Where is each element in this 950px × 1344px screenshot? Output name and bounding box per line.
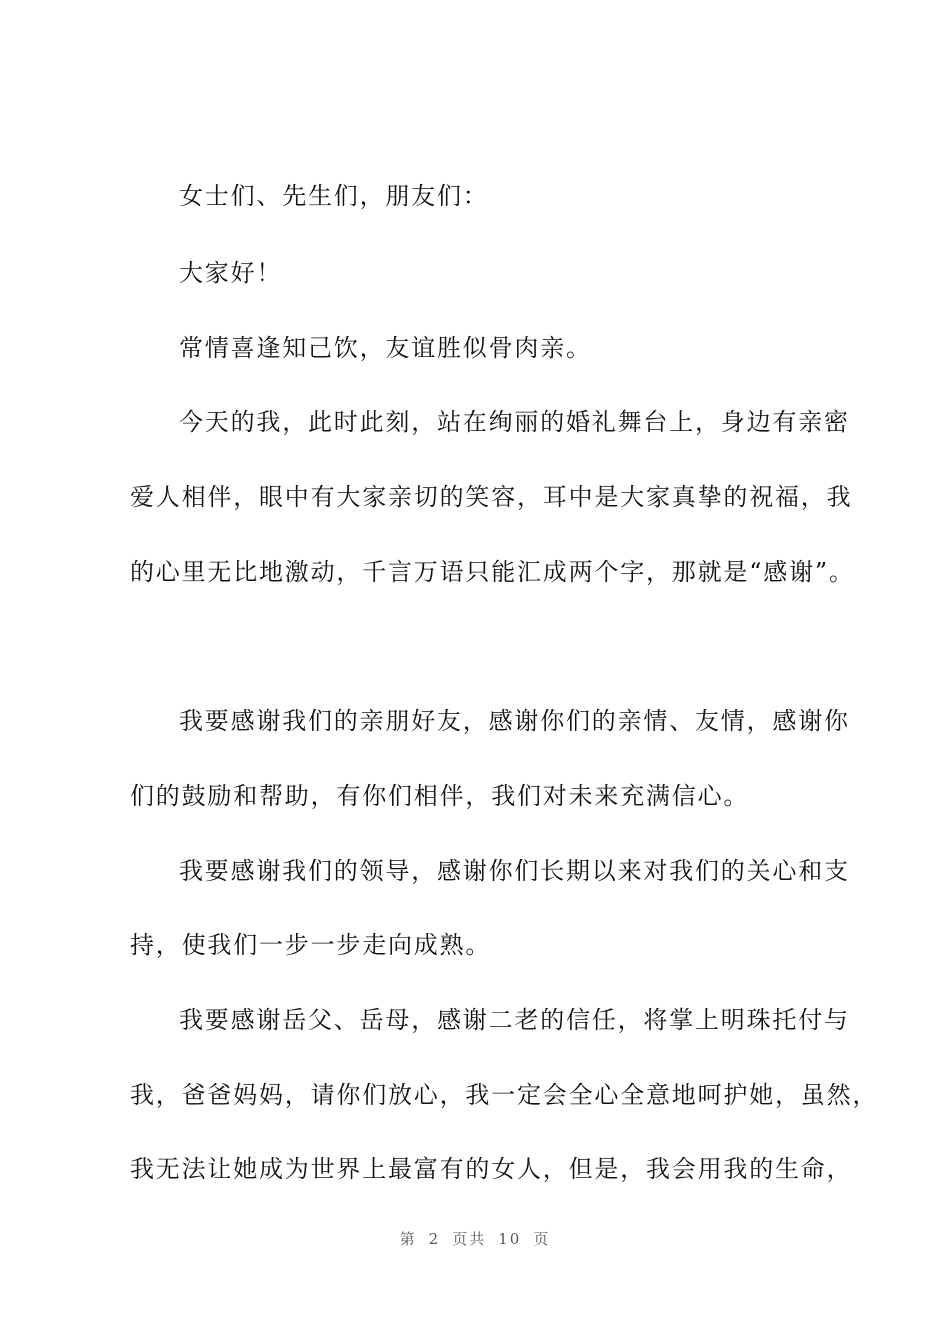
salutation-line: 女士们、先生们，朋友们： — [179, 182, 489, 210]
footer-prefix: 第 — [399, 1230, 417, 1248]
page-footer — [0, 1228, 950, 1249]
paragraph-line: 我，爸爸妈妈，请你们放心，我一定会全心全意地呵护她，虽然， — [130, 1081, 879, 1109]
footer-page-number: 2 — [428, 1230, 441, 1248]
greeting-line: 大家好！ — [179, 259, 283, 287]
footer-suffix: 页 — [533, 1230, 551, 1248]
paragraph-line: 常情喜逢知己饮，友谊胜似骨肉亲。 — [179, 334, 592, 362]
paragraph-line: 今天的我，此时此刻，站在绚丽的婚礼舞台上，身边有亲密 — [179, 408, 850, 436]
footer-middle: 页共 — [452, 1230, 487, 1248]
paragraph-line: 我要感谢我们的领导，感谢你们长期以来对我们的关心和支 — [179, 857, 850, 885]
paragraph-line: 我要感谢我们的亲朋好友，感谢你们的亲情、友情，感谢你 — [179, 707, 850, 735]
paragraph-line: 爱人相伴，眼中有大家亲切的笑容，耳中是大家真挚的祝福，我 — [130, 483, 853, 511]
paragraph-line: 的心里无比地激动，千言万语只能汇成两个字，那就是“感谢”。 — [130, 558, 855, 586]
paragraph-line: 持，使我们一步一步走向成熟。 — [130, 931, 492, 959]
paragraph-line: 我无法让她成为世界上最富有的女人，但是，我会用我的生命， — [130, 1155, 853, 1183]
paragraph-line: 们的鼓励和帮助，有你们相伴，我们对未来充满信心。 — [130, 782, 750, 810]
paragraph-line: 我要感谢岳父、岳母，感谢二老的信任，将掌上明珠托付与 — [179, 1006, 850, 1034]
footer-total-pages: 10 — [498, 1230, 522, 1248]
